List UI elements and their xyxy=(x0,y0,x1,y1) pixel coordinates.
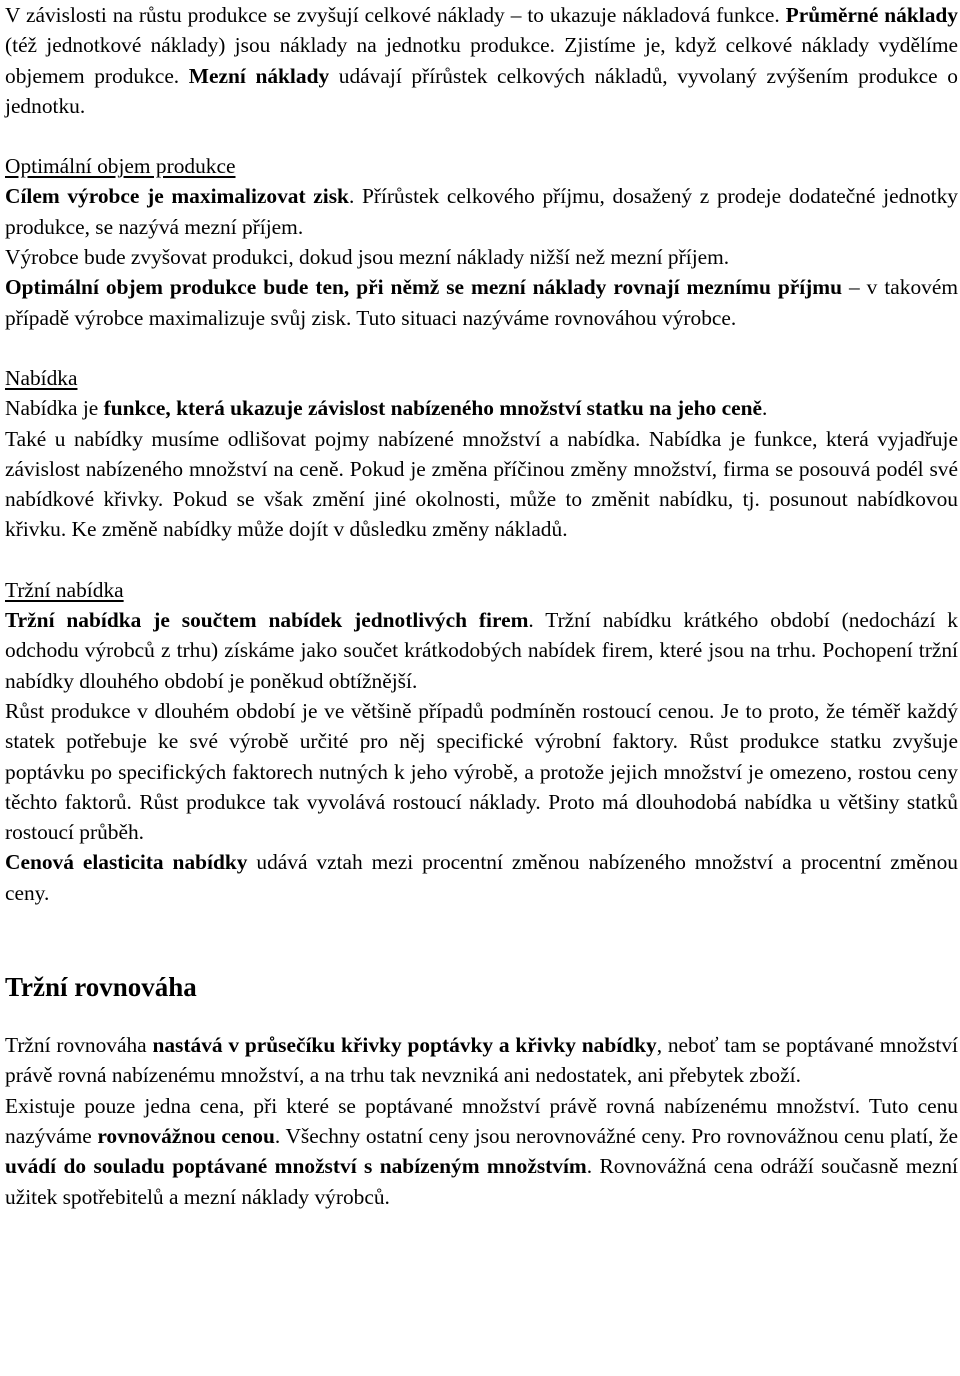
text-span: , neboť tam se poptávané množství právě rovná nabízenému množství, a na trhu tak nevzniká ani nedostatek, ani přebytek zboží. xyxy=(5,1033,959,1088)
section-supply xyxy=(5,363,958,545)
text-span: . xyxy=(761,396,768,421)
paragraph-equilibrium-definition xyxy=(5,1030,958,1091)
text-span: – v takovém případě výrobce maximalizuje svůj zisk. Tuto situaci nazýváme rovnováhou výrobce. xyxy=(5,275,958,330)
term-supply-function: funkce, která ukazuje závislost nabízeného množství statku na jeho ceně xyxy=(103,396,762,421)
section-heading-supply: Nabídka xyxy=(5,365,78,390)
section-heading-market-supply: Tržní nabídka xyxy=(5,577,124,602)
text-span: V závislosti na růstu produkce se zvyšují celkové náklady – to ukazuje nákladová funkce. xyxy=(5,3,786,27)
section-market-supply xyxy=(5,575,958,908)
text-span: Nabídka je xyxy=(5,396,104,421)
text-span: . Rovnovážná cena odráží současně mezní užitek spotřebitelů a mezní náklady výrobců. xyxy=(5,1154,958,1209)
text-span: . Tržní nabídku krátkého období (nedochází k odchodu výrobců z trhu) získáme jako součet krátkodobých nabídek firem, které jsou na trhu. Pochopení tržní nabídky dlouhého období je poněkud obtížnější. xyxy=(5,608,959,693)
section-optimal-output xyxy=(5,151,958,333)
text-span: Existuje pouze jedna cena, při které se poptávané množství právě rovná nabízenému množství. Tuto cenu nazýváme xyxy=(5,1093,958,1148)
term-market-supply: Tržní nabídka je součtem nabídek jednotlivých firem xyxy=(5,608,529,633)
paragraph-market-supply-definition xyxy=(5,605,958,696)
term-market-coordination: uvádí do souladu poptávané množství s nabízeným množstvím xyxy=(5,1154,587,1179)
text-span: (též jednotkové náklady) jsou náklady na jednotku produkce. Zjistíme je, když celkové náklady vydělíme objemem produkce. xyxy=(5,33,958,88)
section-market-equilibrium xyxy=(5,970,958,1212)
paragraph-long-run-supply: Růst produkce v dlouhém období je ve většině případů podmíněn rostoucí cenou. Je to proto, že téměř každý statek potřebuje ke své výrobě určité pro něj specifické výrobní faktory. Růst produkce statku zvyšuje poptávku po specifických faktorech nutných k jeho výrobě, a protože jejich množství je omezeno, rostou ceny těchto faktorů. Růst produkce tak vyvolává rostoucí náklady. Proto má dlouhodobá nabídka u většiny statků rostoucí průběh. xyxy=(5,698,958,845)
section-heading-market-equilibrium: Tržní rovnováha xyxy=(5,972,197,1003)
paragraph-profit-goal xyxy=(5,181,958,242)
term-average-costs: Průměrné náklady xyxy=(785,3,958,27)
text-span: . Všechny ostatní ceny jsou nerovnovážné ceny. Pro rovnovážnou cenu platí, že xyxy=(274,1123,958,1148)
text-span: . Přírůstek celkového příjmu, dosažený z prodeje dodatečné jednotky produkce, se nazývá mezní příjem. xyxy=(5,184,958,239)
term-optimal-output: Optimální objem produkce bude ten, při němž se mezní náklady rovnají meznímu příjmu xyxy=(5,275,843,300)
section-heading-optimal-output: Optimální objem produkce xyxy=(5,154,236,179)
section-costs xyxy=(5,0,958,121)
text-span: udávají přírůstek celkových nákladů, vyvolaný zvýšením produkce o jednotku. xyxy=(5,63,959,118)
paragraph-supply-elasticity xyxy=(5,847,958,908)
paragraph-cost-definitions xyxy=(5,0,958,121)
paragraph-production-increase: Výrobce bude zvyšovat produkci, dokud jsou mezní náklady nižší než mezní příjem. xyxy=(5,245,730,270)
text-span: udává vztah mezi procentní změnou nabízeného množství a procentní změnou ceny. xyxy=(5,850,958,905)
term-marginal-costs: Mezní náklady xyxy=(188,63,330,88)
paragraph-optimal-output-rule xyxy=(5,272,958,333)
term-price-elasticity: Cenová elasticita nabídky xyxy=(5,850,248,875)
term-profit-goal: Cílem výrobce je maximalizovat zisk xyxy=(5,184,349,209)
term-curve-intersection: nastává v průsečíku křivky poptávky a křivky nabídky xyxy=(152,1033,657,1058)
paragraph-supply-details: Také u nabídky musíme odlišovat pojmy nabízené množství a nabídka. Nabídka je funkce, která vyjadřuje závislost nabízeného množství na ceně. Pokud je změna příčinou změny množství, firma se posouvá podél své nabídkové křivky. Pokud se však změní jiné okolnosti, může to změnit nabídku, tj. posunout nabídkovou křivku. Ke změně nabídky může dojít v důsledku změny nákladů. xyxy=(5,426,958,542)
paragraph-equilibrium-price xyxy=(5,1091,958,1212)
term-equilibrium-price: rovnovážnou cenou xyxy=(97,1123,275,1148)
paragraph-supply-definition xyxy=(5,393,958,423)
text-span: Tržní rovnováha xyxy=(5,1033,153,1058)
